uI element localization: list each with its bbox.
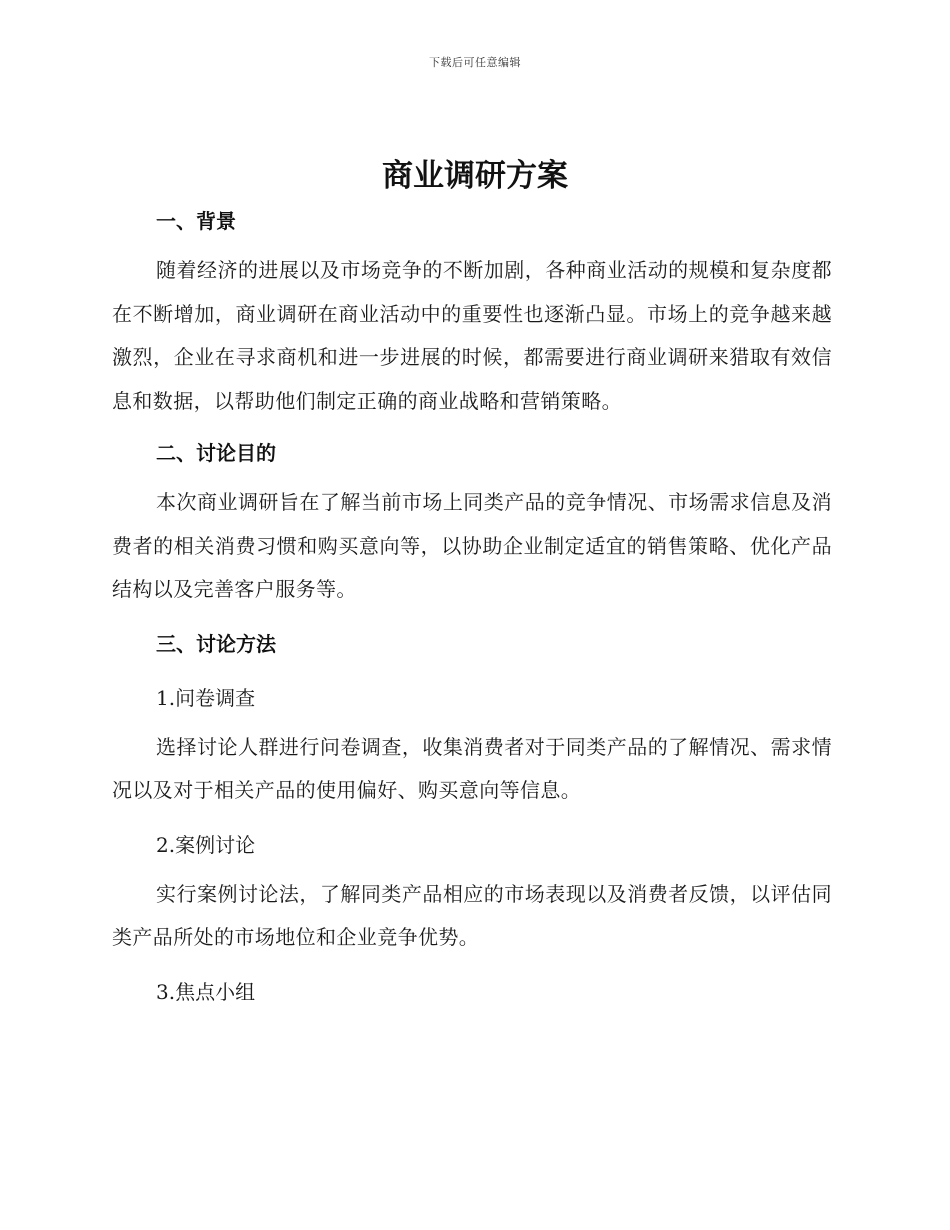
section-heading-purpose: 二、讨论目的 — [156, 441, 276, 465]
section-heading-methods: 三、讨论方法 — [156, 631, 276, 656]
paragraph-survey: 选择讨论人群进行问卷调查，收集消费者对于同类产品的了解情况、需求情况以及对于相关产品的使用偏好、购买意向等信息。 — [112, 734, 832, 802]
header-note: 下载后可任意编辑 — [429, 56, 521, 69]
document-title: 商业调研方案 — [382, 158, 568, 194]
method-title-case-study: 2.案例讨论 — [156, 832, 256, 857]
paragraph-purpose: 本次商业调研旨在了解当前市场上同类产品的竞争情况、市场需求信息及消费者的相关消费习惯和购买意向等，以协助企业制定适宜的销售策略、优化产品结构以及完善客户服务等。 — [112, 490, 832, 601]
paragraph-background: 随着经济的进展以及市场竞争的不断加剧，各种商业活动的规模和复杂度都在不断增加，商业调研在商业活动中的重要性也逐渐凸显。市场上的竞争越来越激烈，企业在寻求商机和进一步进展的时候，都需要进行商业调研来猎取有效信息和数据，以帮助他们制定正确的商业战略和营销策略。 — [112, 258, 832, 413]
section-heading-background: 一、背景 — [156, 209, 236, 233]
method-title-focus-group: 3.焦点小组 — [156, 979, 256, 1004]
paragraph-case-study: 实行案例讨论法，了解同类产品相应的市场表现以及消费者反馈，以评估同类产品所处的市场地位和企业竞争优势。 — [112, 881, 832, 949]
method-title-survey: 1.问卷调查 — [156, 685, 256, 710]
document-body — [112, 200, 832, 1005]
